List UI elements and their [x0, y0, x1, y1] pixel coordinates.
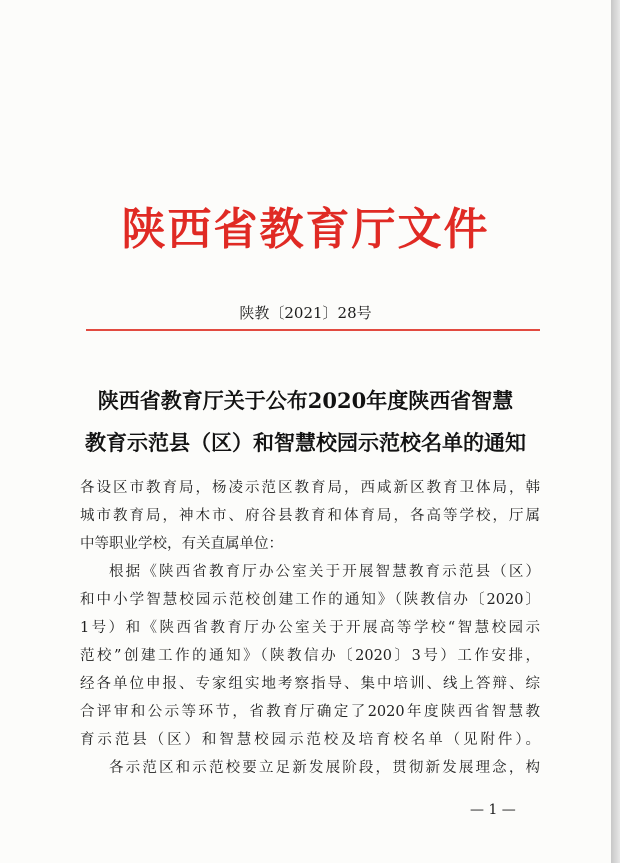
body-line: 范校”创建工作的通知》（陕教信办〔2020〕3号）工作安排， — [80, 648, 540, 664]
page-number: — 1 — — [470, 802, 516, 818]
body-line: 合评审和公示等环节，省教育厅确定了2020年度陕西省智慧教 — [80, 704, 540, 720]
body-line: 各设区市教育局，杨凌示范区教育局，西咸新区教育卫体局，韩 — [80, 480, 540, 496]
body-line: 城市教育局，神木市、府谷县教育和体育局，各高等学校，厅属 — [80, 508, 540, 524]
body-line: 1号）和《陕西省教育厅办公室关于开展高等学校“智慧校园示 — [80, 620, 540, 636]
body-line: 和中小学智慧校园示范校创建工作的通知》（陕教信办〔2020〕 — [80, 592, 540, 608]
masthead-title: 陕西省教育厅文件 — [121, 204, 490, 255]
body-line: 各示范区和示范校要立足新发展阶段，贯彻新发展理念，构 — [109, 760, 540, 776]
body-line: 育示范县（区）和智慧校园示范校及培育校名单（见附件）。 — [80, 732, 540, 748]
notice-title-line-2: 教育示范县（区）和智慧校园示范校名单的通知 — [85, 430, 526, 455]
body-line: 根据《陕西省教育厅办公室关于开展智慧教育示范县（区） — [109, 564, 540, 580]
document-number: 陕教〔2021〕28号 — [239, 304, 372, 322]
notice-title-line-1: 陕西省教育厅关于公布2020年度陕西省智慧 — [97, 388, 514, 413]
body-line: 中等职业学校，有关直属单位： — [80, 536, 283, 552]
red-divider-line — [86, 329, 540, 331]
body-line: 经各单位申报、专家组实地考察指导、集中培训、线上答辩、综 — [80, 676, 540, 692]
scan-edge-strip — [611, 0, 620, 863]
